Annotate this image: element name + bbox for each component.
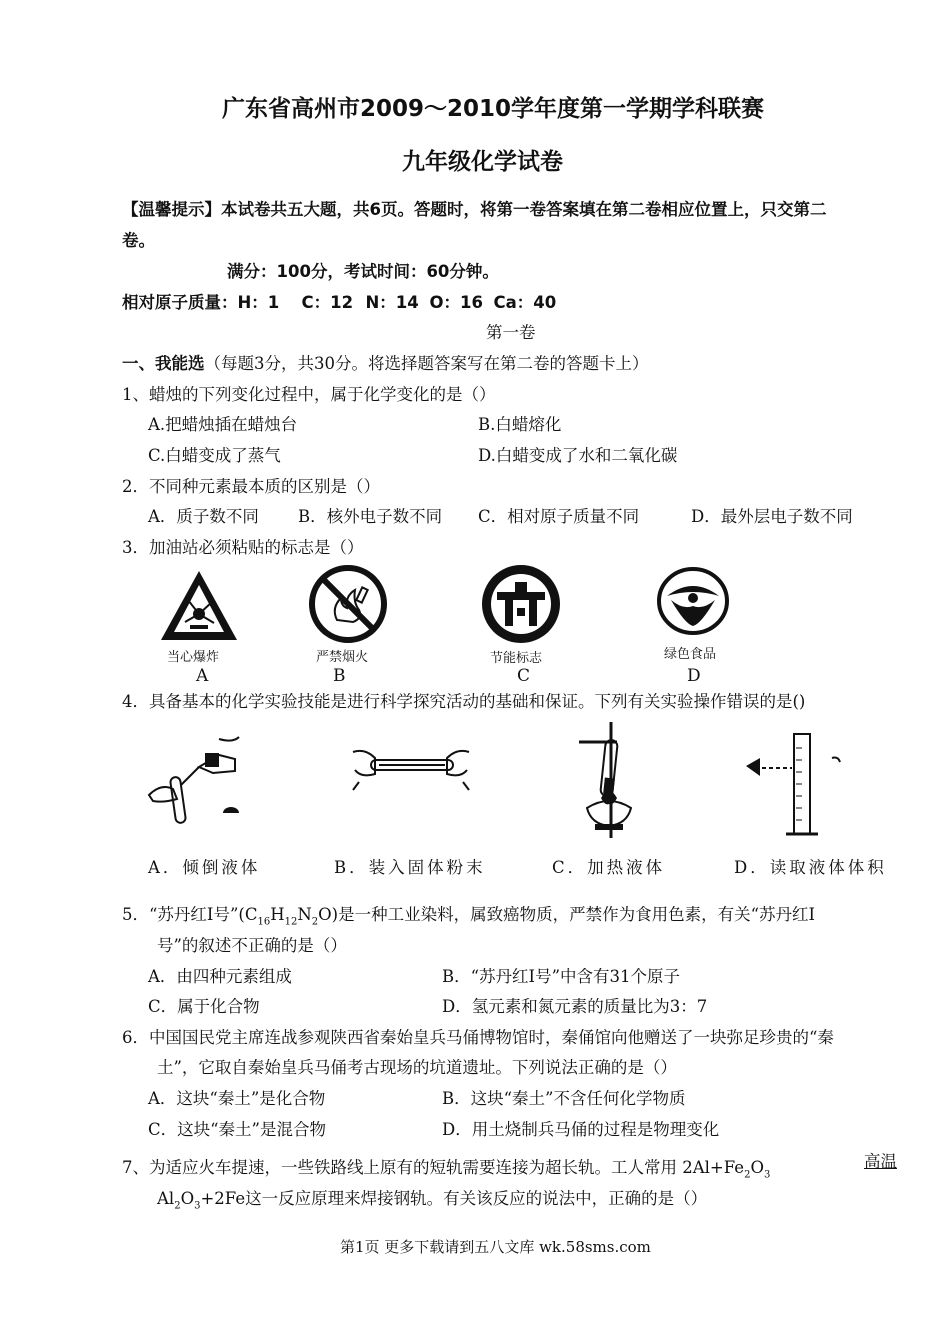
q2-option-b: B．核外电子数不同 <box>298 507 443 526</box>
q1-option-a: A.把蜡烛插在蜡烛台 <box>148 415 298 434</box>
q1-stem: 1、蜡烛的下列变化过程中，属于化学变化的是（） <box>122 385 496 404</box>
q4-option-a: A．倾倒液体 <box>148 858 261 877</box>
q5-stem-line-1 <box>122 904 815 933</box>
atomic-label: 相对原子质量： <box>122 293 238 312</box>
section-1-note: （每题3分，共30分。将选择题答案写在第二卷的答题卡上） <box>204 354 649 373</box>
sign-c-caption: 节能标志 <box>490 651 543 666</box>
atomic-c: C：12 <box>301 293 354 312</box>
score-line: 满分：100分，考试时间：60分钟。 <box>227 262 499 281</box>
explosion-warning-icon <box>158 568 240 648</box>
q7-o: O <box>750 1158 764 1177</box>
q2-option-d: D．最外层电子数不同 <box>691 507 853 526</box>
sign-d-letter: D <box>687 666 701 686</box>
sign-a-letter: A <box>196 666 209 686</box>
section-1-heading <box>122 353 649 375</box>
sign-d-caption: 绿色食品 <box>664 647 717 662</box>
q7-sub-1: 2 <box>744 1169 751 1181</box>
energy-saving-icon <box>479 562 563 650</box>
q6-option-d: D．用土烧制兵马俑的过程是物理变化 <box>442 1120 720 1139</box>
q2-option-a: A．质子数不同 <box>148 507 259 526</box>
notice-line-1 <box>122 199 826 221</box>
q5-sub-c: 16 <box>257 916 271 928</box>
q5-option-b: B．“苏丹红Ⅰ号”中含有31个原子 <box>442 967 681 986</box>
sign-a-caption: 当心爆炸 <box>167 650 220 665</box>
atomic-mass-line <box>122 292 556 314</box>
q7-stem-line-1 <box>122 1157 770 1186</box>
q5-option-a: A．由四种元素组成 <box>148 967 292 986</box>
q6-stem-line-1: 6．中国国民党主席连战参观陕西省秦始皇兵马俑博物馆时，秦俑馆向他赠送了一块弥足珍贵的“秦 <box>122 1028 834 1047</box>
q7-o2: O <box>180 1189 195 1208</box>
q7-stem-rest: +2Fe这一反应原理来焊接钢轨。有关该反应的说法中，正确的是（） <box>200 1189 708 1208</box>
q6-option-c: C．这块“秦土”是混合物 <box>148 1120 326 1139</box>
atomic-ca: Ca：40 <box>493 293 557 312</box>
q7-stem-text: 7、为适应火车提速，一些铁路线上原有的短轨需要连接为超长轨。工人常用 2Al+Fe <box>122 1158 745 1177</box>
q1-option-b: B.白蜡熔化 <box>478 415 562 434</box>
q6-option-a: A．这块“秦土”是化合物 <box>148 1089 326 1108</box>
q5-sub-h: 12 <box>284 916 298 928</box>
sign-c-letter: C <box>517 666 531 686</box>
q4-option-b: B．装入固体粉末 <box>334 858 486 877</box>
q7-condition: 高温 <box>864 1152 897 1171</box>
exam-subtitle: 九年级化学试卷 <box>402 149 563 175</box>
q6-option-b: B．这块“秦土”不含任何化学物质 <box>442 1089 686 1108</box>
q4-stem: 4．具备基本的化学实验技能是进行科学探究活动的基础和保证。下列有关实验操作错误的是() <box>122 692 806 711</box>
q7-sub-4: 3 <box>194 1200 201 1212</box>
reading-volume-illustration <box>742 728 846 842</box>
q1-option-c: C.白蜡变成了蒸气 <box>148 446 281 465</box>
q6-stem-line-2: 土”，它取自秦始皇兵马俑考古现场的坑道遗址。下列说法正确的是（） <box>157 1058 677 1077</box>
no-fire-icon <box>307 564 389 648</box>
atomic-o: O：16 <box>429 293 483 312</box>
sign-b-letter: B <box>333 666 346 686</box>
q2-option-c: C．相对原子质量不同 <box>478 507 640 526</box>
q2-stem: 2．不同种元素最本质的区别是（） <box>122 477 380 496</box>
q1-option-d: D.白蜡变成了水和二氧化碳 <box>478 446 678 465</box>
q5-h: H <box>270 905 285 924</box>
q5-stem-pre: 5．“苏丹红Ⅰ号”(C <box>122 905 258 924</box>
q5-option-d: D．氢元素和氮元素的质量比为3：7 <box>442 997 708 1016</box>
q5-sub-n: 2 <box>311 916 319 928</box>
q5-n: N <box>297 905 312 924</box>
pouring-liquid-illustration <box>143 733 243 831</box>
q5-stem-line-2: 号”的叙述不正确的是（） <box>157 936 347 955</box>
adding-powder-illustration <box>349 742 473 796</box>
q5-stem-post: O)是一种工业染料，属致癌物质，严禁作为食用色素，有关“苏丹红Ⅰ <box>318 905 816 924</box>
heating-liquid-illustration <box>573 720 635 842</box>
notice-label: 【温馨提示】 <box>122 200 221 219</box>
part-title: 第一卷 <box>486 323 536 342</box>
atomic-h: H：1 <box>237 293 280 312</box>
green-food-icon <box>655 566 731 640</box>
notice-text-2: 卷。 <box>122 231 155 250</box>
q3-stem: 3．加油站必须粘贴的标志是（） <box>122 538 364 557</box>
atomic-n: N：14 <box>365 293 419 312</box>
exam-title: 广东省高州市2009～2010学年度第一学期学科联赛 <box>222 96 765 122</box>
sign-b-caption: 严禁烟火 <box>316 650 369 665</box>
q4-option-c: C．加热液体 <box>552 858 666 877</box>
page-footer: 第1页 更多下载请到五八文库 wk.58sms.com <box>340 1238 651 1256</box>
q7-sub-2: 3 <box>763 1169 771 1181</box>
q7-sub-3: 2 <box>174 1200 181 1212</box>
section-1-title: 一、我能选 <box>122 354 205 373</box>
q7-stem-line-2 <box>157 1188 707 1217</box>
notice-text-1: 本试卷共五大题，共6页。答题时，将第一卷答案填在第二卷相应位置上，只交第二 <box>221 200 827 219</box>
q4-option-d: D．读取液体体积 <box>734 858 887 877</box>
q7-al: Al <box>157 1189 175 1208</box>
q5-option-c: C．属于化合物 <box>148 997 260 1016</box>
